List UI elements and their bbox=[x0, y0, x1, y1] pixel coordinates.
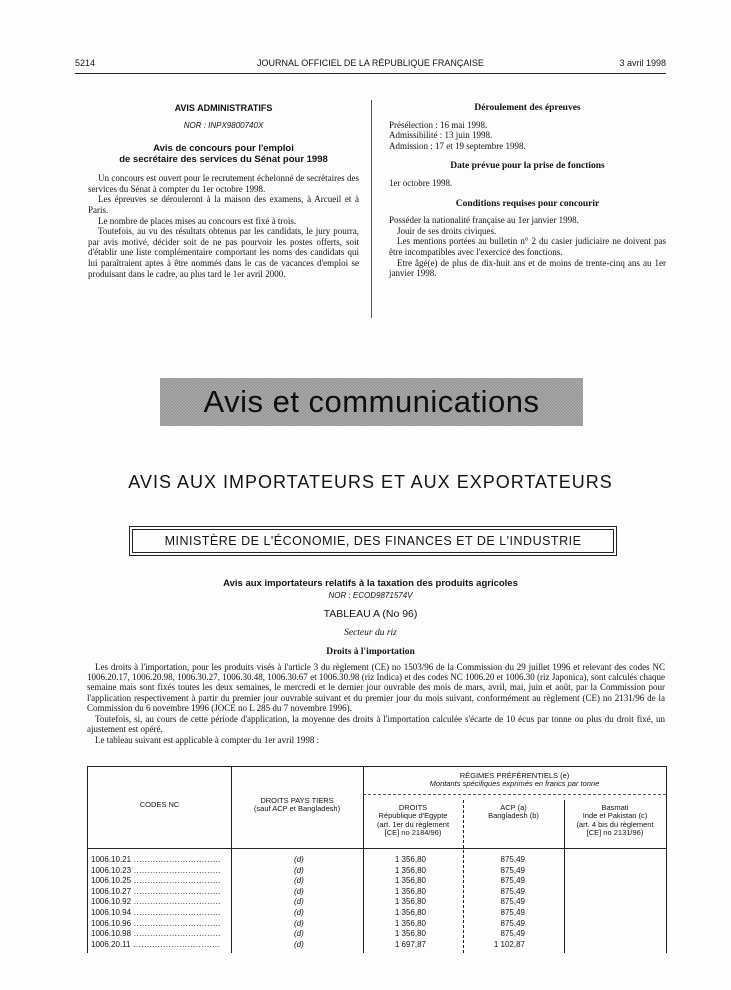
nor-reference: NOR : INPX9800740X bbox=[183, 120, 264, 130]
col-header-basmati: Basmati Inde et Pakistan (c) (art. 4 bis du règlement [CE] no 2131/96) bbox=[576, 803, 654, 838]
avis-title: Avis aux importateurs relatifs à la taxation des produits agricoles bbox=[223, 578, 518, 589]
paragraph: Les droits à l'importation, pour les produits visés à l'article 3 du règlement (CE) no 1503/96 de la Commission du 29 juillet 1996 et relevant des codes NC 1006.20.17, 1006.20.98, 1006.30.27, 1006.30.48, 1006.30.67 et 1006.30.98 (riz Indica) et des codes NC 1006.20 et 1006.30 (riz Japonica), sont calculés chaque semaine mais sont fixés toutes les deux semaines, le mercredi et le dernier jour ouvrable des mois de mars, avril, mai, juin et août, par la Commission pour l'application respectivement à partir du premier jour ouvrable suivant et du premier jour du mois suivant, conformément au règlement (CE) no 2131/96 de la Commission du 6 novembre 1996 (JOCE no L 285 du 7 novembre 1996). bbox=[87, 662, 665, 713]
column-divider bbox=[371, 100, 372, 318]
left-column bbox=[88, 103, 359, 279]
droits-heading: Droits à l'importation bbox=[326, 647, 415, 657]
paragraph: Les épreuves se dérouleront à la maison des examens, à Arcueil et à Paris. bbox=[88, 194, 359, 215]
ministry-name: MINISTÈRE DE L'ÉCONOMIE, DES FINANCES ET DE L'INDUSTRIE bbox=[132, 529, 614, 553]
condition: Jouir de ses droits civiques. bbox=[397, 225, 497, 236]
table-row: 1006.10.94 ..... (d) 1 356,80 875,49 bbox=[88, 908, 666, 919]
paragraph: Un concours est ouvert pour le recrutement échelonné de secrétaires des services du Sénat à compter du 1er octobre 1998. bbox=[88, 173, 359, 194]
page-number: 5214 bbox=[75, 58, 96, 68]
paragraph: Le nombre de places mises au concours est fixé à trois. bbox=[98, 215, 297, 226]
conditions-heading: Conditions requises pour concourir bbox=[455, 198, 600, 209]
concours-title-line1: Avis de concours pour l'emploi bbox=[153, 143, 294, 155]
col-header-acp: ACP (a) Bangladesh (b) bbox=[488, 803, 539, 821]
main-title: AVIS AUX IMPORTATEURS ET AUX EXPORTATEURS bbox=[128, 472, 613, 492]
condition: Les mentions portées au bulletin n° 2 du casier judiciaire ne doivent pas être incompatibles avec l'exercice des fonctions. bbox=[389, 236, 666, 257]
date-heading: Date prévue pour la prise de fonctions bbox=[450, 161, 605, 172]
condition: Etre âgé(e) de plus de dix-huit ans et de moins de trente-cinq ans au 1er janvier 1998. bbox=[389, 257, 666, 279]
concours-title-line2: de secrétaire des services du Sénat pour 1998 bbox=[119, 154, 328, 166]
issue-date: 3 avril 1998 bbox=[619, 58, 666, 68]
tableau-label: TABLEAU A (No 96) bbox=[323, 608, 418, 620]
col-header-tiers: DROITS PAYS TIERS (sauf ACP et Bangladesh) bbox=[253, 796, 341, 814]
tariff-table bbox=[87, 766, 667, 953]
avis-body bbox=[87, 662, 665, 747]
journal-title: JOURNAL OFFICIEL DE LA RÉPUBLIQUE FRANÇAISE bbox=[257, 58, 484, 68]
paragraph: Toutefois, au vu des résultats obtenus par les candidats, le jury pourra, par avis motivé, décider soit de ne pas pourvoir les postes offerts, soit d'établir une liste complémentaire comportant les noms des candidats qui lui paraîtraient aptes à être nommés dans le cas de vacances d'emploi se produisant dans le cadre, au plus tard le 1er avril 2000. bbox=[88, 226, 359, 279]
ministry-box bbox=[129, 526, 617, 556]
date-line: 1er octobre 1998. bbox=[389, 177, 453, 188]
condition: Posséder la nationalité française au 1er janvier 1998. bbox=[389, 215, 579, 226]
schedule-line: Présélection : 16 mai 1998. bbox=[389, 119, 488, 130]
table-row: 1006.10.21 ..... (d) 1 356,80 875,49 bbox=[88, 855, 666, 866]
col-header-egypte: DROITS République d'Egypte (art. 1er du règlement [CE] no 2184/96) bbox=[376, 803, 450, 838]
table-row: 1006.20.11 ..... (d) 1 697,87 1 102,87 bbox=[88, 940, 666, 951]
banner-title: Avis et communications bbox=[203, 384, 540, 419]
section-banner bbox=[160, 378, 583, 426]
header-rule bbox=[75, 73, 666, 74]
table-row: 1006.10.25 ..... (d) 1 356,80 875,49 bbox=[88, 876, 666, 887]
deroulement-heading: Déroulement des épreuves bbox=[474, 103, 581, 113]
table-row: 1006.10.23 ..... (d) 1 356,80 875,49 bbox=[88, 866, 666, 877]
table-row: 1006.10.92 ..... (d) 1 356,80 875,49 bbox=[88, 897, 666, 908]
schedule-line: Admissibilité : 13 juin 1998. bbox=[389, 130, 493, 141]
paragraph: Toutefois, si, au cours de cette période d'application, la moyenne des droits à l'importation calculée s'écarte de 10 écus par tonne ou plus du droit fixé, un ajustement est opéré. bbox=[87, 714, 665, 735]
avis-nor: NOR : ECOD9871574V bbox=[328, 591, 413, 600]
secteur-label: Secteur du riz bbox=[344, 628, 397, 638]
paragraph: Le tableau suivant est applicable à compter du 1er avril 1998 : bbox=[95, 735, 320, 746]
col-header-regimes: RÉGIMES PRÉFÉRENTIELS (e) Montants spécifiques exprimés en francs par tonne bbox=[429, 771, 600, 789]
section-heading: AVIS ADMINISTRATIFS bbox=[174, 103, 273, 113]
col-header-codes: CODES NC bbox=[139, 800, 180, 809]
schedule-line: Admission : 17 et 19 septembre 1998. bbox=[389, 140, 526, 151]
table-row: 1006.10.98 ..... (d) 1 356,80 875,49 bbox=[88, 929, 666, 940]
table-row: 1006.10.96 ..... (d) 1 356,80 875,49 bbox=[88, 919, 666, 930]
table-row: 1006.10.27 ..... (d) 1 356,80 875,49 bbox=[88, 887, 666, 898]
right-column bbox=[389, 103, 666, 279]
